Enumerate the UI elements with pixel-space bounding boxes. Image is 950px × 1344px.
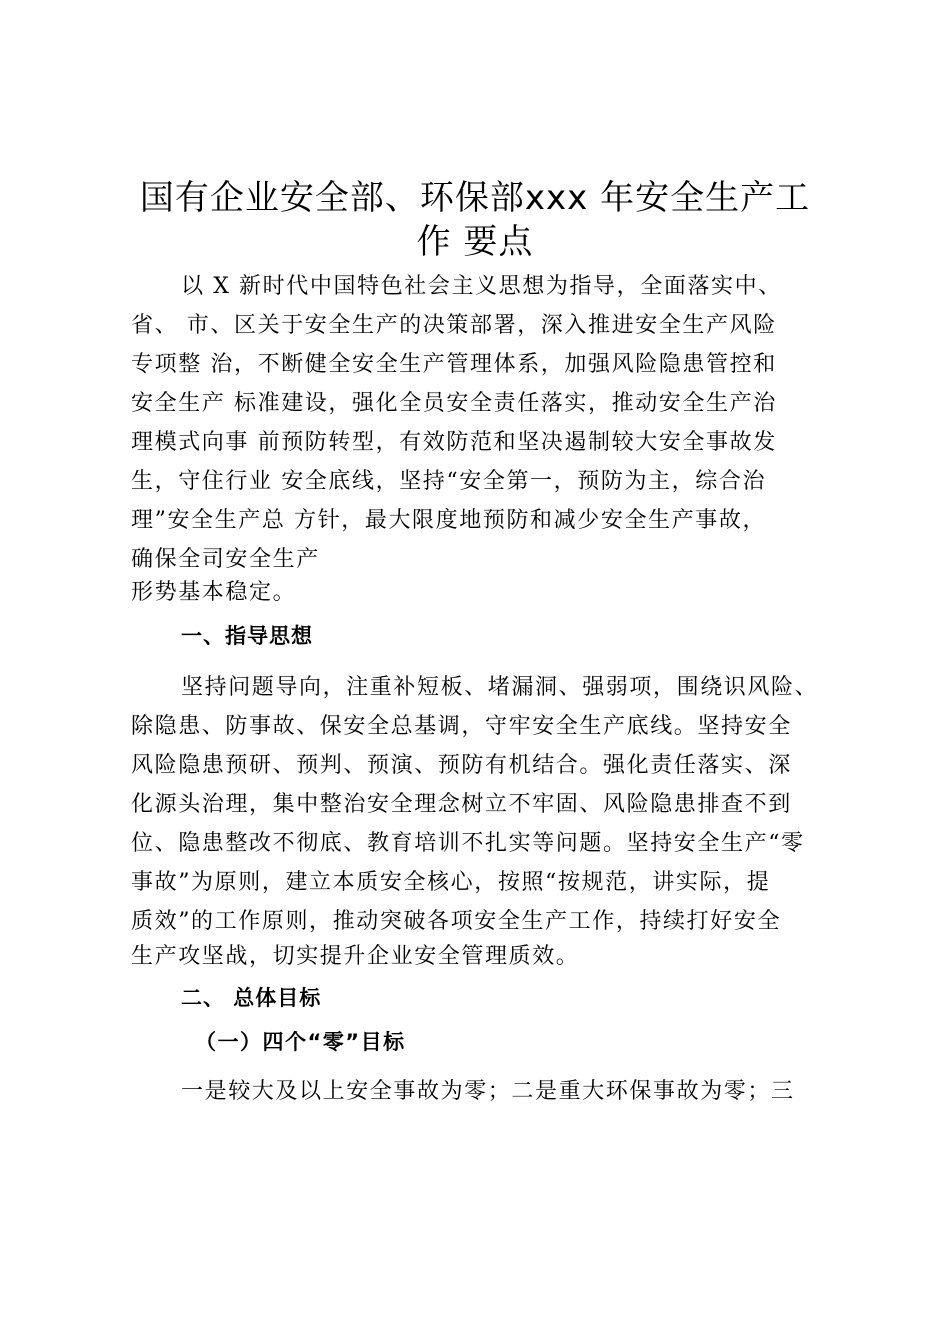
intro-line: 理模式向事 前预防转型，有效防范和坚决遏制较大安全事故发 xyxy=(131,430,777,455)
intro-line: 专项整 治，不断健全安全生产管理体系，加强风险隐患管控和 xyxy=(131,352,777,377)
intro-line: 安全生产 标准建设，强化全员安全责任落实，推动安全生产治 xyxy=(131,391,777,416)
section-heading-guiding-ideology: 一、指导思想 xyxy=(181,624,313,648)
intro-line: 理”安全生产总 方针，最大限度地预防和减少安全生产事故， xyxy=(131,508,767,533)
intro-line: 省、 市、区关于安全生产的决策部署，深入推进安全生产风险 xyxy=(131,313,777,338)
paragraph-line: 生产攻坚战，切实提升企业安全管理质效。 xyxy=(131,944,580,969)
paragraph-line: 除隐患、防事故、保安全总基调，守牢安全生产底线。坚持安全 xyxy=(131,714,792,739)
paragraph-line: 质效”的工作原则，推动突破各项安全生产工作，持续打好安全 xyxy=(131,909,782,934)
intro-line: 以 X 新时代中国特色社会主义思想为指导，全面落实中、 xyxy=(181,274,782,299)
paragraph-line: 坚持问题导向，注重补短板、堵漏洞、强弱项，围绕识风险、 xyxy=(181,675,819,700)
subsection-heading-four-zeros: （一）四个“零”目标 xyxy=(195,1030,406,1054)
intro-line: 形势基本稳定。 xyxy=(131,580,297,605)
paragraph-line: 事故”为原则，建立本质安全核心，按照“按规范，讲实际，提 xyxy=(131,870,771,895)
paragraph-line: 一是较大及以上安全事故为零；二是重大环保事故为零；三 xyxy=(181,1079,795,1104)
section-heading-overall-goals: 二、 总体目标 xyxy=(181,986,322,1010)
paragraph-line: 位、隐患整改不彻底、教育培训不扎实等问题。坚持安全生产“零 xyxy=(131,831,805,856)
paragraph-line: 化源头治理，集中整治安全理念树立不牢固、风险隐患排查不到 xyxy=(131,792,792,817)
intro-line: 生，守住行业 安全底线，坚持“安全第一，预防为主，综合治 xyxy=(131,469,767,494)
document-title-line-1: 国有企业安全部、环保部xxx 年安全生产工 xyxy=(139,178,811,218)
intro-line: 确保全司安全生产 xyxy=(131,547,320,572)
document-title-line-2: 作 要点 xyxy=(416,222,534,262)
paragraph-line: 风险隐患预研、预判、预演、预防有机结合。强化责任落实、深 xyxy=(131,753,792,778)
